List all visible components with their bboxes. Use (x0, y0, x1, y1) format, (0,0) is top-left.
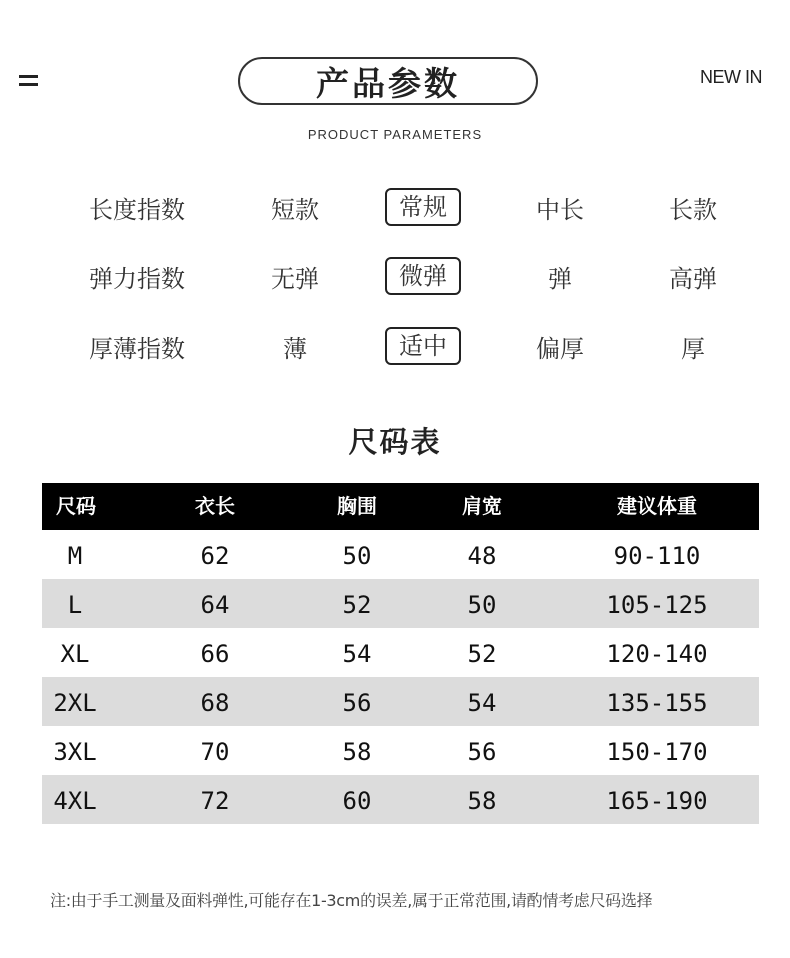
value-cell: 50 (467, 591, 497, 619)
value-cell: 66 (200, 640, 230, 668)
parameter-option-selected (363, 187, 483, 227)
parameter-option (235, 256, 355, 296)
value-cell: 56 (342, 689, 372, 717)
value-cell: 48 (467, 542, 497, 570)
value-cell: 72 (200, 787, 230, 815)
value-cell: 105-125 (606, 591, 708, 619)
value-cell: 165-190 (606, 787, 708, 815)
parameter-row (0, 256, 790, 296)
parameter-option-label: 微弹 (385, 257, 461, 295)
parameter-option (235, 187, 355, 227)
size-cell: 4XL (53, 787, 97, 815)
parameter-option-label: 偏厚 (536, 334, 584, 363)
column-header: 衣长 (195, 494, 235, 518)
table-header (42, 483, 759, 530)
size-cell: 3XL (53, 738, 97, 766)
size-cell: L (67, 591, 83, 619)
table-row (42, 579, 759, 628)
value-cell: 90-110 (613, 542, 701, 570)
parameter-label: 长度指数 (89, 195, 185, 224)
parameter-option (500, 187, 620, 227)
value-cell: 68 (200, 689, 230, 717)
page-subtitle: PRODUCT PARAMETERS (307, 127, 483, 142)
parameter-option-label: 高弹 (669, 264, 717, 293)
parameter-label: 弹力指数 (89, 264, 185, 293)
value-cell: 120-140 (606, 640, 708, 668)
value-cell: 54 (342, 640, 372, 668)
table-row (42, 677, 759, 726)
value-cell: 62 (200, 542, 230, 570)
parameter-option-selected (363, 256, 483, 296)
parameter-option-selected (363, 326, 483, 366)
table-row (42, 530, 759, 579)
column-header: 肩宽 (462, 494, 502, 518)
parameter-option (235, 326, 355, 366)
column-header: 尺码 (56, 494, 96, 518)
parameter-option (633, 256, 753, 296)
size-cell: M (67, 542, 83, 570)
value-cell: 54 (467, 689, 497, 717)
parameter-option-label: 常规 (385, 188, 461, 226)
value-cell: 56 (467, 738, 497, 766)
column-header: 胸围 (337, 494, 377, 518)
measurement-note: 注:由于手工测量及面料弹性,可能存在1-3cm的误差,属于正常范围,请酌情考虑尺码选择 (50, 891, 653, 910)
size-cell: XL (60, 640, 90, 668)
parameter-option (500, 326, 620, 366)
parameter-option-label: 薄 (283, 334, 307, 363)
parameter-option-label: 厚 (681, 334, 705, 363)
value-cell: 60 (342, 787, 372, 815)
parameter-option (633, 187, 753, 227)
value-cell: 135-155 (606, 689, 708, 717)
value-cell: 50 (342, 542, 372, 570)
parameter-row (0, 326, 790, 366)
parameter-option (500, 256, 620, 296)
value-cell: 58 (467, 787, 497, 815)
value-cell: 52 (467, 640, 497, 668)
parameter-option (633, 326, 753, 366)
table-body (42, 530, 759, 824)
page-title: 产品参数 (238, 57, 538, 105)
size-cell: 2XL (53, 689, 97, 717)
value-cell: 58 (342, 738, 372, 766)
value-cell: 52 (342, 591, 372, 619)
hamburger-icon[interactable] (19, 75, 38, 89)
parameter-option-label: 长款 (669, 195, 717, 224)
parameter-row (0, 187, 790, 227)
table-row (42, 726, 759, 775)
parameter-option-label: 适中 (385, 327, 461, 365)
value-cell: 150-170 (606, 738, 708, 766)
parameter-label: 厚薄指数 (89, 334, 185, 363)
parameter-option-label: 弹 (548, 264, 572, 293)
value-cell: 70 (200, 738, 230, 766)
table-row (42, 628, 759, 677)
new-in-link[interactable]: NEW IN (700, 67, 762, 87)
size-table (42, 483, 759, 824)
column-header: 建议体重 (617, 494, 697, 518)
parameter-option-label: 无弹 (271, 264, 319, 293)
size-chart-title: 尺码表 (348, 425, 442, 459)
parameter-option-label: 中长 (536, 195, 584, 224)
parameter-option-label: 短款 (271, 195, 319, 224)
table-row (42, 775, 759, 824)
value-cell: 64 (200, 591, 230, 619)
